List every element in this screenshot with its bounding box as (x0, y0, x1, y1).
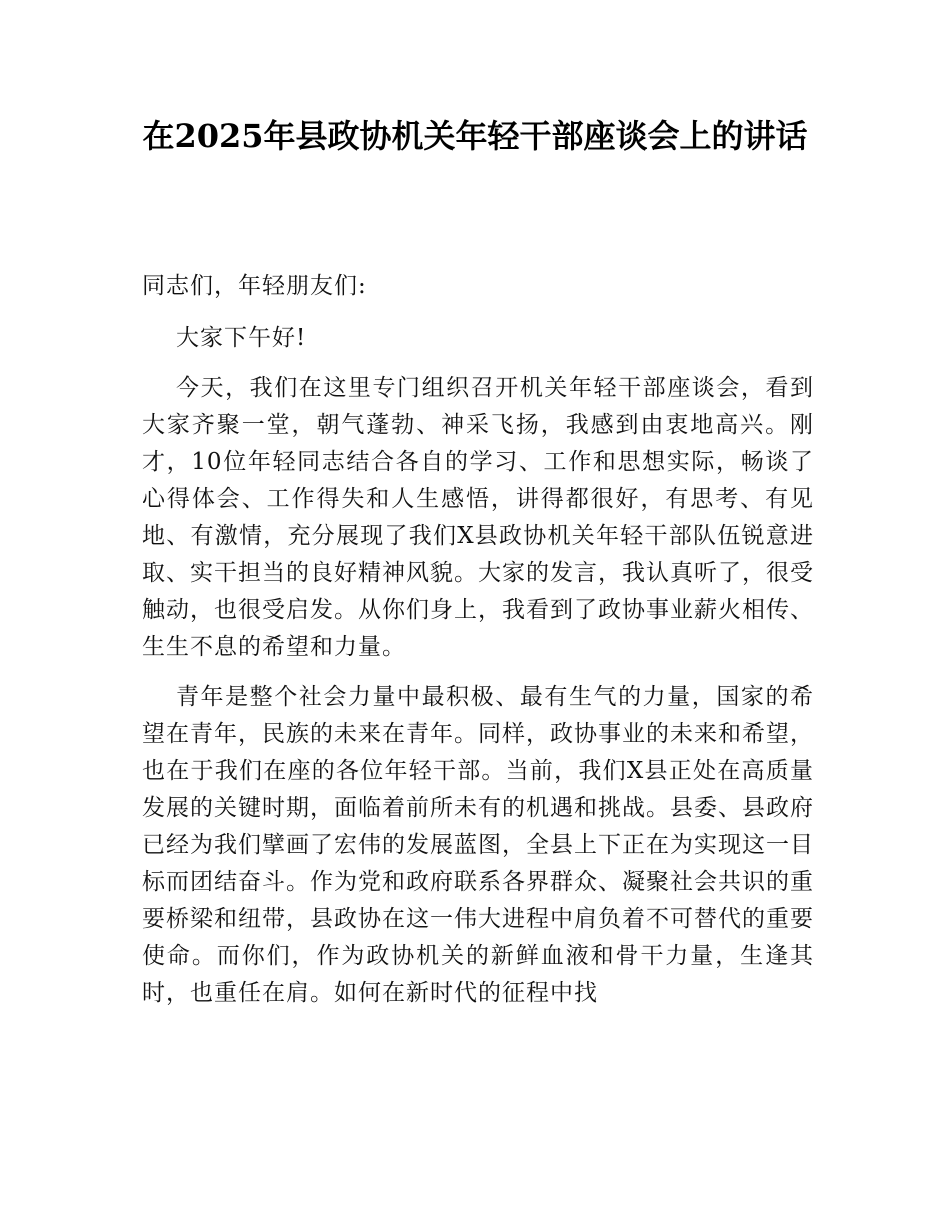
paragraph-2: 青年是整个社会力量中最积极、最有生气的力量，国家的希望在青年，民族的未来在青年。同样，政协事业的未来和希望，也在于我们在座的各位年轻干部。当前，我们X县正处在高质量发展的关键时期，面临着前所未有的机遇和挑战。县委、县政府已经为我们擘画了宏伟的发展蓝图，全县上下正在为实现这一目标而团结奋斗。作为党和政府联系各界群众、凝聚社会共识的重要桥梁和纽带，县政协在这一伟大进程中肩负着不可替代的重要使命。而你们，作为政协机关的新鲜血液和骨干力量，生逢其时，也重任在肩。如何在新时代的征程中找 (142, 684, 814, 1006)
salutation: 同志们，年轻朋友们: (142, 273, 367, 299)
greeting: 大家下午好! (176, 325, 307, 351)
document-body (142, 268, 814, 1012)
paragraph-1: 今天，我们在这里专门组织召开机关年轻干部座谈会，看到大家齐聚一堂，朝气蓬勃、神采飞扬，我感到由衷地高兴。刚才，10位年轻同志结合各自的学习、工作和思想实际，畅谈了心得体会、工作得失和人生感悟，讲得都很好，有思考、有见地、有激情，充分展现了我们X县政协机关年轻干部队伍锐意进取、实干担当的良好精神风貌。大家的发言，我认真听了，很受触动，也很受启发。从你们身上，我看到了政协事业薪火相传、生生不息的希望和力量。 (142, 375, 814, 660)
document-title: 在2025年县政协机关年轻干部座谈会上的讲话 (142, 117, 808, 155)
